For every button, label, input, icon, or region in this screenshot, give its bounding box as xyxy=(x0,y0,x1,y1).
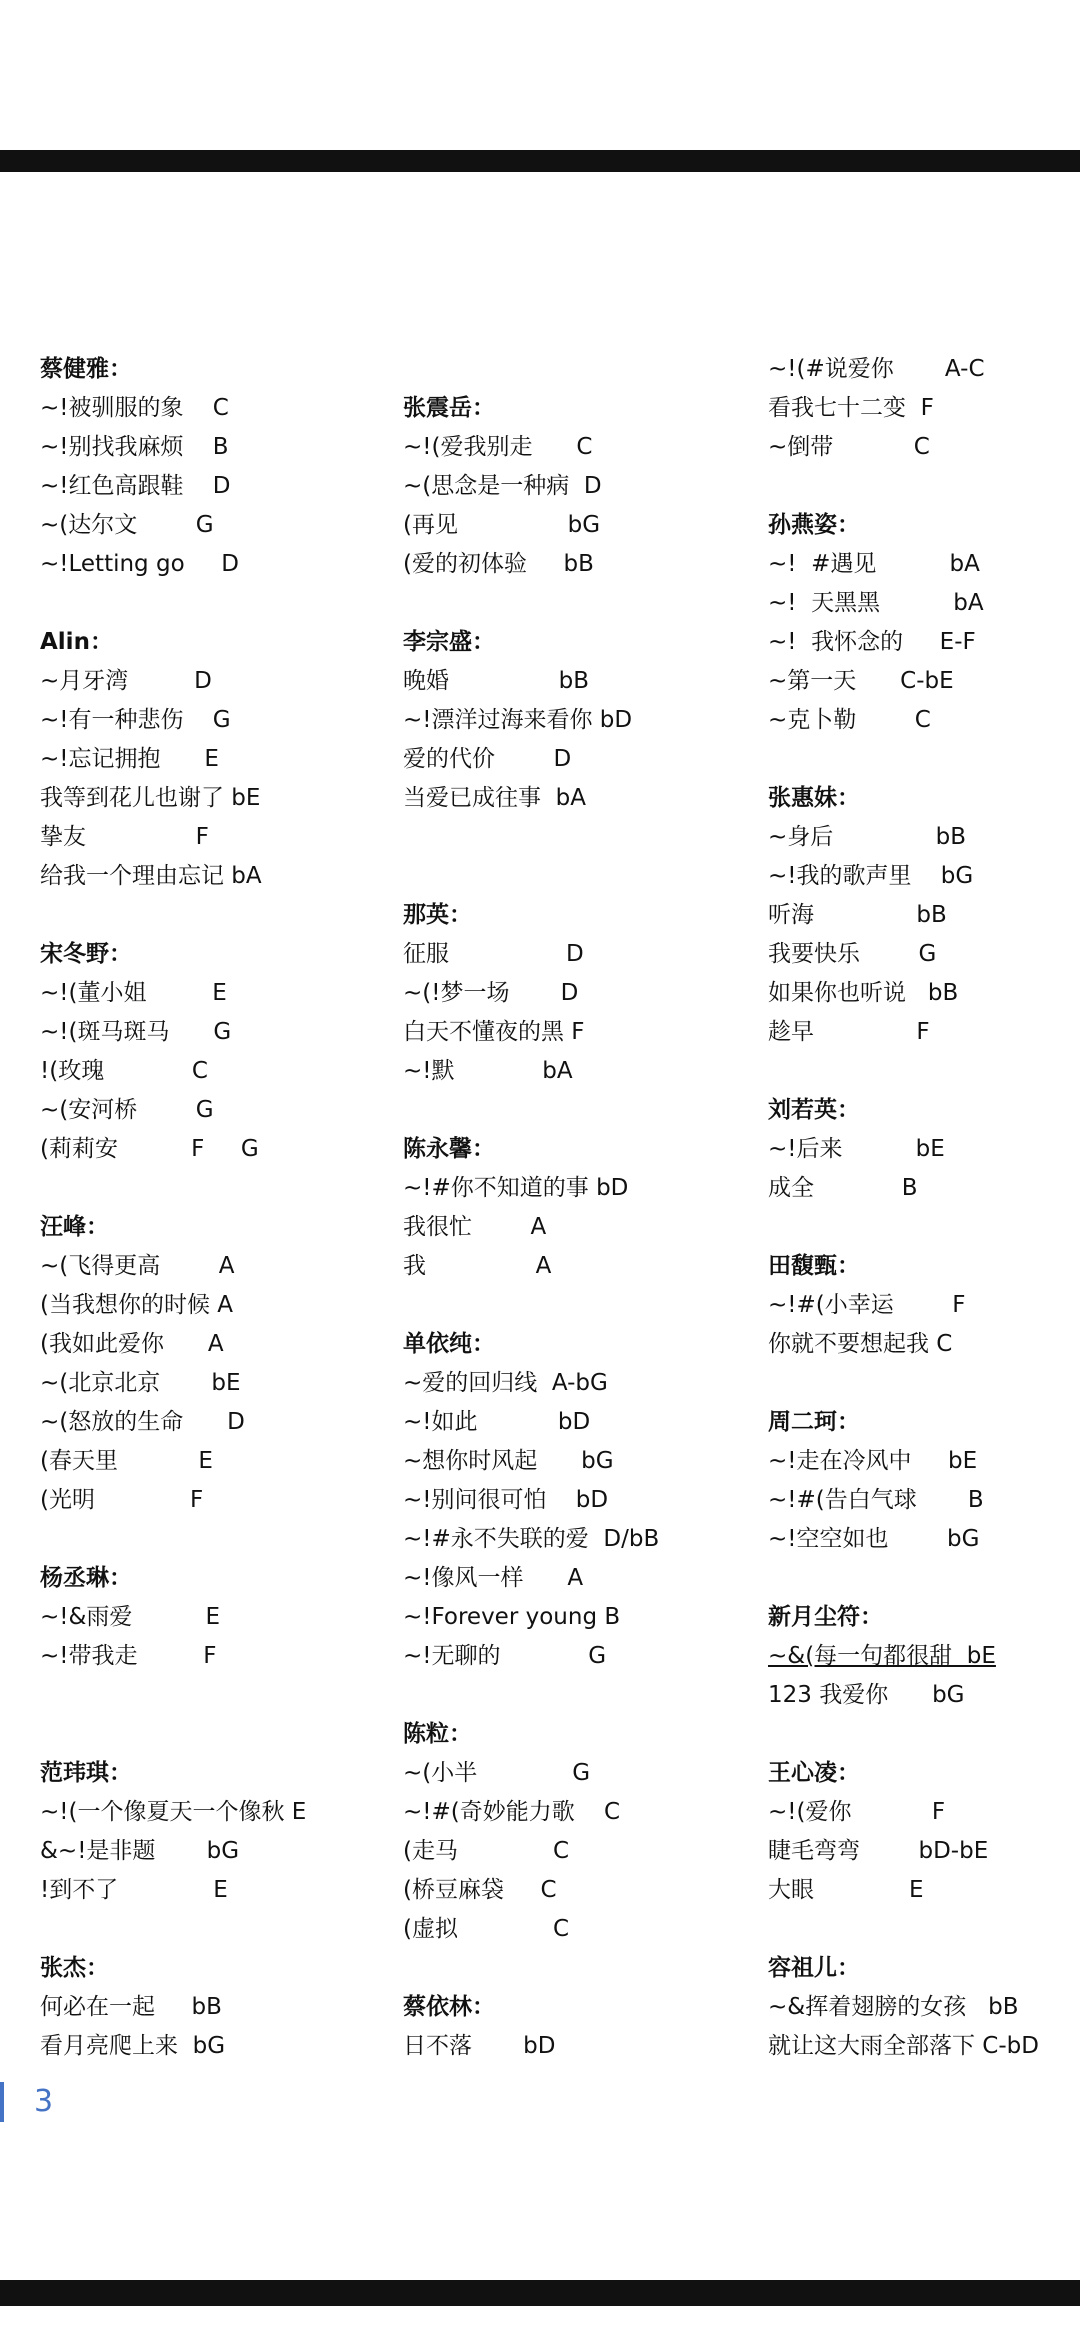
song-line: 我等到花儿也谢了 bE xyxy=(40,785,261,811)
song-line: ~(小半 G xyxy=(403,1760,591,1786)
song-line: ~!(爱我别走 C xyxy=(403,434,593,460)
song-line: ~!#(告白气球 B xyxy=(768,1487,984,1513)
artist-name: 张杰： xyxy=(40,1955,109,1981)
artist-name: 陈永馨： xyxy=(403,1136,495,1162)
song-line: 如果你也听说 bB xyxy=(768,980,959,1006)
spacer xyxy=(768,1208,1080,1247)
song-line: ~!Letting go D xyxy=(40,551,239,577)
spacer xyxy=(403,350,763,389)
song-line: ~(飞得更高 A xyxy=(40,1253,235,1279)
artist-group xyxy=(40,623,400,896)
song-line: ~(北京北京 bE xyxy=(40,1370,241,1396)
song-line: ~!#你不知道的事 bD xyxy=(403,1175,629,1201)
song-line: ~!走在冷风中 bE xyxy=(768,1448,978,1474)
artist-name: 杨丞琳： xyxy=(40,1565,132,1591)
song-line: (再见 bG xyxy=(403,512,601,538)
artist-group xyxy=(768,1598,1080,1715)
artist-group xyxy=(768,779,1080,1052)
spacer xyxy=(403,818,763,857)
artist-group xyxy=(768,1949,1080,2066)
song-line: ~!被驯服的象 C xyxy=(40,395,229,421)
song-line: (爱的初体验 bB xyxy=(403,551,594,577)
spacer xyxy=(40,584,400,623)
artist-name: 蔡健雅： xyxy=(40,356,132,382)
song-line: ~&(每一句都很甜 bE xyxy=(768,1643,996,1669)
song-line: !到不了 E xyxy=(40,1877,228,1903)
song-line: ~!漂洋过海来看你 bD xyxy=(403,707,633,733)
song-line: ~!后来 bE xyxy=(768,1136,945,1162)
song-line: 成全 B xyxy=(768,1175,918,1201)
song-line: ~!红色高跟鞋 D xyxy=(40,473,231,499)
song-line: ~! 天黑黑 bA xyxy=(768,590,984,616)
spacer xyxy=(403,857,763,896)
song-line: 你就不要想起我 C xyxy=(768,1331,953,1357)
spacer xyxy=(40,1520,400,1559)
song-line: ~身后 bB xyxy=(768,824,967,850)
song-line: ~爱的回归线 A-bG xyxy=(403,1370,608,1396)
song-line: ~!带我走 F xyxy=(40,1643,217,1669)
artist-group xyxy=(40,1559,400,1676)
song-line: 我要快乐 G xyxy=(768,941,937,967)
artist-group xyxy=(40,1754,400,1910)
song-line: ~(安河桥 G xyxy=(40,1097,214,1123)
bottom-bar xyxy=(0,2280,1080,2306)
song-line: 我 A xyxy=(403,1253,552,1279)
song-line: 123 我爱你 bG xyxy=(768,1682,965,1708)
column-3 xyxy=(768,350,1080,2066)
artist-name: 陈粒： xyxy=(403,1721,472,1747)
artist-group xyxy=(40,350,400,584)
artist-name: 周二珂： xyxy=(768,1409,860,1435)
song-line: ~(思念是一种病 D xyxy=(403,473,602,499)
song-line: ~&挥着翅膀的女孩 bB xyxy=(768,1994,1019,2020)
artist-name: 新月尘符： xyxy=(768,1604,883,1630)
song-line: ~!如此 bD xyxy=(403,1409,591,1435)
artist-name: 王心凌： xyxy=(768,1760,860,1786)
song-line: ~!默 bA xyxy=(403,1058,573,1084)
artist-group xyxy=(40,1949,400,2066)
song-line: ~! #遇见 bA xyxy=(768,551,980,577)
song-line: ~!空空如也 bG xyxy=(768,1526,980,1552)
song-line: 何必在一起 bB xyxy=(40,1994,222,2020)
song-line: 趁早 F xyxy=(768,1019,930,1045)
song-line: ~!&雨爱 E xyxy=(40,1604,221,1630)
spacer xyxy=(768,1715,1080,1754)
spacer xyxy=(403,1286,763,1325)
artist-group xyxy=(403,389,763,584)
artist-name: 汪峰： xyxy=(40,1214,109,1240)
spacer xyxy=(40,896,400,935)
song-line: ~!Forever young B xyxy=(403,1604,621,1630)
spacer xyxy=(403,584,763,623)
song-line: 看月亮爬上来 bG xyxy=(40,2033,226,2059)
song-line: 睫毛弯弯 bD-bE xyxy=(768,1838,989,1864)
song-line: (虚拟 C xyxy=(403,1916,570,1942)
artist-group xyxy=(403,623,763,818)
song-line: 听海 bB xyxy=(768,902,947,928)
artist-name: 孙燕姿： xyxy=(768,512,860,538)
spacer xyxy=(768,1559,1080,1598)
song-line: ~!别问很可怕 bD xyxy=(403,1487,609,1513)
song-line: 给我一个理由忘记 bA xyxy=(40,863,262,889)
artist-group xyxy=(768,1754,1080,1910)
song-line: 征服 D xyxy=(403,941,584,967)
song-line: (莉莉安 F G xyxy=(40,1136,259,1162)
song-line: &~!是非题 bG xyxy=(40,1838,240,1864)
song-line: ~克卜勒 C xyxy=(768,707,931,733)
artist-name: 容祖儿： xyxy=(768,1955,860,1981)
artist-group xyxy=(768,350,1080,467)
song-line: ~!#(小幸运 F xyxy=(768,1292,966,1318)
artist-group xyxy=(768,1247,1080,1364)
spacer xyxy=(768,740,1080,779)
song-line: 我很忙 A xyxy=(403,1214,547,1240)
page-number: 3 xyxy=(0,2082,53,2122)
spacer xyxy=(768,467,1080,506)
song-line: (走马 C xyxy=(403,1838,570,1864)
artist-name: 那英： xyxy=(403,902,472,928)
song-line: (光明 F xyxy=(40,1487,204,1513)
song-line: ~!(斑马斑马 G xyxy=(40,1019,232,1045)
song-line: ~(怒放的生命 D xyxy=(40,1409,245,1435)
song-line: ~!无聊的 G xyxy=(403,1643,607,1669)
artist-group xyxy=(768,1091,1080,1208)
artist-name: 田馥甄： xyxy=(768,1253,860,1279)
spacer xyxy=(768,1364,1080,1403)
artist-group xyxy=(403,1988,763,2066)
song-line: ~(达尔文 G xyxy=(40,512,214,538)
song-line: ~! 我怀念的 E-F xyxy=(768,629,976,655)
artist-name: 张震岳： xyxy=(403,395,495,421)
song-line: 白天不懂夜的黑 F xyxy=(403,1019,585,1045)
song-line: 挚友 F xyxy=(40,824,209,850)
spacer xyxy=(403,1676,763,1715)
artist-name: 张惠妹： xyxy=(768,785,860,811)
song-line: ~想你时风起 bG xyxy=(403,1448,614,1474)
artist-group xyxy=(768,506,1080,740)
song-line: ~!#永不失联的爱 D/bB xyxy=(403,1526,660,1552)
song-line: (我如此爱你 A xyxy=(40,1331,224,1357)
artist-group xyxy=(40,1208,400,1520)
song-line: 看我七十二变 F xyxy=(768,395,934,421)
artist-group xyxy=(40,935,400,1169)
song-line: ~!(董小姐 E xyxy=(40,980,227,1006)
song-line: ~!#(奇妙能力歌 C xyxy=(403,1799,621,1825)
spacer xyxy=(40,1676,400,1715)
song-line: ~!(一个像夏天一个像秋 E xyxy=(40,1799,307,1825)
song-line: (当我想你的时候 A xyxy=(40,1292,234,1318)
artist-name: 范玮琪： xyxy=(40,1760,132,1786)
song-line: ~!我的歌声里 bG xyxy=(768,863,974,889)
song-line: !(玫瑰 C xyxy=(40,1058,208,1084)
song-line: 当爱已成往事 bA xyxy=(403,785,586,811)
column-1 xyxy=(40,350,400,2066)
spacer xyxy=(768,1910,1080,1949)
artist-name: Alin： xyxy=(40,629,113,655)
song-line: (桥豆麻袋 C xyxy=(403,1877,557,1903)
artist-name: 蔡依林： xyxy=(403,1994,495,2020)
song-line: ~!(#说爱你 A-C xyxy=(768,356,985,382)
artist-name: 李宗盛： xyxy=(403,629,495,655)
song-line: ~倒带 C xyxy=(768,434,930,460)
song-line: ~!别找我麻烦 B xyxy=(40,434,229,460)
song-line: ~!像风一样 A xyxy=(403,1565,584,1591)
song-line: 大眼 E xyxy=(768,1877,924,1903)
spacer xyxy=(40,1910,400,1949)
song-line: ~(!梦一场 D xyxy=(403,980,579,1006)
artist-name: 刘若英： xyxy=(768,1097,860,1123)
artist-group xyxy=(403,1715,763,1949)
artist-name: 宋冬野： xyxy=(40,941,132,967)
artist-name: 单依纯： xyxy=(403,1331,495,1357)
artist-group xyxy=(768,1403,1080,1559)
song-line: ~!有一种悲伤 G xyxy=(40,707,231,733)
spacer xyxy=(768,1052,1080,1091)
top-bar xyxy=(0,150,1080,172)
song-line: (春天里 E xyxy=(40,1448,213,1474)
spacer xyxy=(403,1949,763,1988)
spacer xyxy=(403,1091,763,1130)
column-2 xyxy=(403,350,763,2066)
spacer xyxy=(40,1715,400,1754)
song-line: 爱的代价 D xyxy=(403,746,572,772)
artist-group xyxy=(403,1130,763,1286)
song-line: 就让这大雨全部落下 C-bD xyxy=(768,2033,1039,2059)
song-line: ~第一天 C-bE xyxy=(768,668,954,694)
song-line: 晚婚 bB xyxy=(403,668,590,694)
artist-group xyxy=(403,896,763,1091)
song-line: ~!(爱你 F xyxy=(768,1799,946,1825)
song-line: ~!忘记拥抱 E xyxy=(40,746,219,772)
spacer xyxy=(40,1169,400,1208)
artist-group xyxy=(403,1325,763,1676)
song-line: ~月牙湾 D xyxy=(40,668,212,694)
song-line: 日不落 bD xyxy=(403,2033,556,2059)
